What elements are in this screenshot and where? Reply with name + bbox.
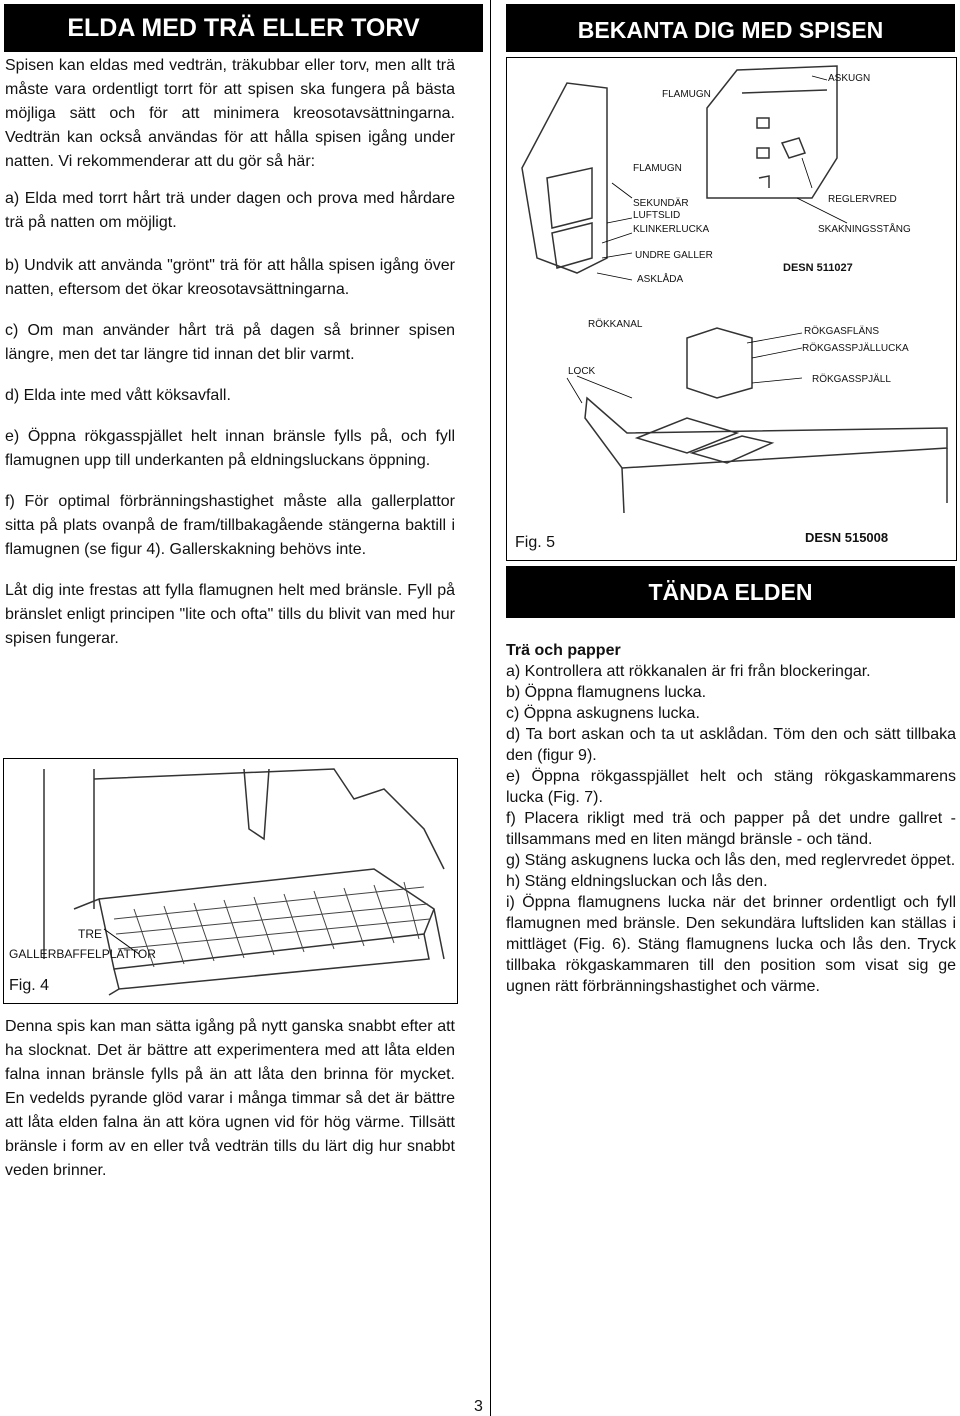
item-c: c) Om man använder hårt trä på dagen så brinner spisen längre, men det tar längre tid innan det blir varmt. xyxy=(5,322,455,363)
fig4-grate-illustration xyxy=(4,759,457,1003)
item-b: b) Undvik att använda "grönt" trä för att hålla spisen igång över natten, eftersom det ökar kreosotavsättningarna. xyxy=(5,257,455,298)
label-asklada: ASKLÅDA xyxy=(637,274,684,285)
label-rokkanal: RÖKKANAL xyxy=(588,319,643,330)
label-flamugn-top: FLAMUGN xyxy=(662,89,711,100)
steps-subheading: Trä och papper xyxy=(506,642,621,659)
fig4-label-line1: TRE xyxy=(78,927,102,941)
tanda-elden-header: TÄNDA ELDEN xyxy=(506,566,955,618)
label-undre-galler: UNDRE GALLER xyxy=(635,250,713,261)
figure-4 xyxy=(3,758,458,1004)
step-b: b) Öppna flamugnens lucka. xyxy=(506,684,707,701)
step-d: d) Ta bort askan och ta ut asklådan. Töm den och sätt tillbaka den (figur 9). xyxy=(506,726,956,764)
closing-paragraph: Denna spis kan man sätta igång på nytt ganska snabbt efter att ha slocknat. Det är bättre att experimentera med att låta elden falna innan bränsle fylls på än att låta den brinna för mycket. En vedelds pyrande glöd varar i många timmar så det är bättre att låta elden falna än att köra ugnen vid för hög värme. Tillsätt bränsle i form av en eller två vedträn tills du lärt dig hur snabbt veden brinner. xyxy=(5,1018,455,1179)
intro-paragraph: Spisen kan eldas med vedträn, träkubbar eller torv, men allt trä måste vara ordentligt torrt för att spisen ska fungera på bästa möjliga sätt och för att minimera kreosotavsättningarna. Vedträn kan också användas för att hålla spisen igång under natten. Vi rekommenderar att du gör så här: xyxy=(5,57,455,170)
figure-5 xyxy=(506,57,957,561)
item-f: f) För optimal förbränningshastighet måste alla gallerplattor sitta på plats ovanpå de fram/tillbakagående stängerna baktill i flamugnen (se figur 4). Gallerskakning behövs inte. xyxy=(5,493,455,558)
label-rokgasflans: RÖKGASFLÄNS xyxy=(804,326,880,337)
label-desn-511027: DESN 511027 xyxy=(783,262,853,274)
right-steps-block xyxy=(506,640,956,997)
label-skakningsstang: SKAKNINGSSTÅNG xyxy=(818,224,911,235)
label-lock: LOCK xyxy=(568,366,596,377)
label-rokgasspjallucka: RÖKGASSPJÄLLUCKA xyxy=(802,343,909,354)
fig4-label-line2: GALLERBAFFELPLATTOR xyxy=(9,947,156,961)
item-e: e) Öppna rökgasspjället helt innan bränsle fylls på, och fyll flamugnen upp till underkanten på eldningsluckans öppning. xyxy=(5,428,455,469)
label-reglervred: REGLERVRED xyxy=(828,194,897,205)
column-divider xyxy=(490,0,491,1416)
closing-paragraph-block xyxy=(5,1015,455,1183)
fig4-caption: Fig. 4 xyxy=(9,977,50,994)
label-desn-515008: DESN 515008 xyxy=(805,530,889,545)
item-d: d) Elda inte med vått köksavfall. xyxy=(5,387,231,404)
fig5-caption: Fig. 5 xyxy=(515,534,556,551)
label-luftslid: LUFTSLID xyxy=(633,210,681,221)
left-section-header: ELDA MED TRÄ ELLER TORV xyxy=(4,4,483,52)
step-c: c) Öppna askugnens lucka. xyxy=(506,705,700,722)
label-rokgasspjall: RÖKGASSPJÄLL xyxy=(812,374,891,385)
item-a: a) Elda med torrt hårt trä under dagen och prova med hårdare trä på natten om möjligt. xyxy=(5,190,455,231)
step-i: i) Öppna flamugnens lucka när det brinner ordentligt och fyll flamugnen med bränsle. Den sekundära luftsliden kan ställas i mittläget (Fig. 6). Stäng flamugnens lucka och lås den. Tryck tillbaka rökgaskammaren till den position som visat sig ge ugnen rätt förbränningshastighet och värme. xyxy=(506,894,956,995)
right-section-header: BEKANTA DIG MED SPISEN xyxy=(506,4,955,52)
step-e: e) Öppna rökgasspjället helt och stäng rökgaskammarens lucka (Fig. 7). xyxy=(506,768,956,806)
label-klinkerlucka: KLINKERLUCKA xyxy=(633,224,710,235)
label-flamugn: FLAMUGN xyxy=(633,163,682,174)
step-a: a) Kontrollera att rökkanalen är fri från blockeringar. xyxy=(506,663,871,680)
step-g: g) Stäng askugnens lucka och lås den, med reglervredet öppet. xyxy=(506,852,956,869)
left-text-block xyxy=(5,54,455,651)
fig5-stove-illustration xyxy=(507,58,956,560)
page-number: 3 xyxy=(474,1398,483,1415)
fill-paragraph: Låt dig inte frestas att fylla flamugnen helt med bränsle. Fyll på bränslet enligt principen "lite och ofta" tills du blivit van med hur spisen fungerar. xyxy=(5,582,455,647)
label-sekundar: SEKUNDÄR xyxy=(633,198,689,209)
label-askugn: ASKUGN xyxy=(828,73,871,84)
step-h: h) Stäng eldningsluckan och lås den. xyxy=(506,873,768,890)
step-f: f) Placera rikligt med trä och papper på det undre gallret - tillsammans med en liten mängd bränsle - och tänd. xyxy=(506,810,956,848)
